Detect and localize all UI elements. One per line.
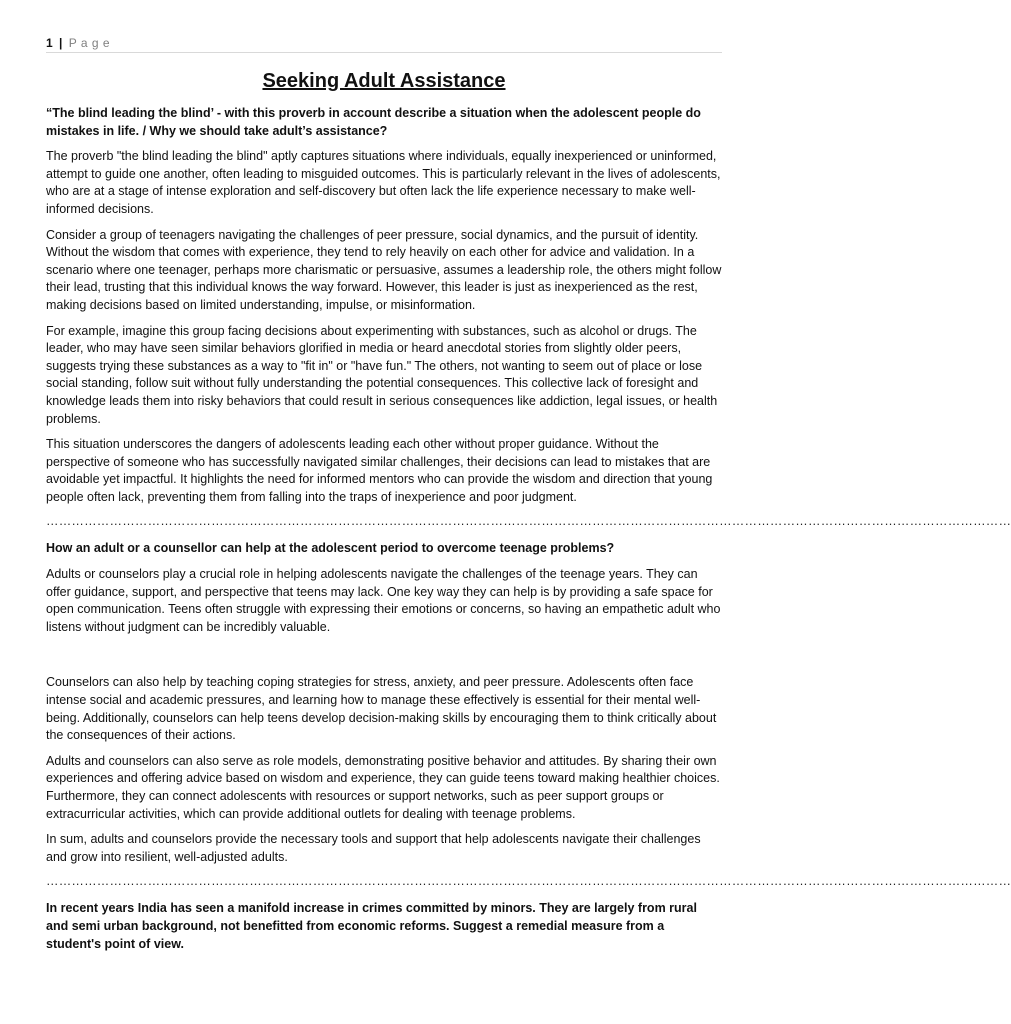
page-label: P a g e: [68, 36, 111, 50]
question-2: How an adult or a counsellor can help at the adolescent period to overcome teenage problems?: [46, 541, 615, 556]
answer-2-paragraph-4: In sum, adults and counselors provide the necessary tools and support that help adolescents navigate their challenges and grow into resilient, well-adjusted adults.: [46, 832, 701, 864]
blank-gap: [46, 644, 722, 674]
answer-1-paragraph-2: Consider a group of teenagers navigating the challenges of peer pressure, social dynamics, and the pursuit of identity. Without the wisdom that comes with experience, they tend to rely heavily on each other for advice and validation. In a scenario where one teenager, perhaps more charismatic or persuasive, assumes a leadership role, the others might follow their lead, trusting that this individual knows the way forward. However, this leader is just as inexperienced as the rest, making decisions based on limited understanding, impulse, or misinformation.: [46, 227, 722, 312]
answer-2-paragraph-1: Adults or counselors play a crucial role in helping adolescents navigate the challenges of the teenage years. They can offer guidance, support, and perspective that teens may lack. One key way they can help is by providing a safe space for open communication. Teens often struggle with expressing their emotions or concerns, so having an empathetic adult who listens without judgment can be incredibly valuable.: [46, 567, 721, 634]
answer-2-paragraph-3: Adults and counselors can also serve as role models, demonstrating positive behavior and attitudes. By sharing their own experiences and offering advice based on wisdom and experience, they can guide teens toward making healthier choices. Furthermore, they can connect adolescents with resources or support networks, such as peer support groups or extracurricular activities, which can provide additional outlets for dealing with teenage problems.: [46, 753, 720, 821]
page-separator: |: [59, 36, 63, 50]
section-divider-1: …………………………………………………………………………………………………………………………………………………………………………………………………………: [46, 514, 1011, 529]
answer-1-paragraph-1: The proverb "the blind leading the blind" aptly captures situations where individuals, equally inexperienced or uninformed, attempt to guide one another, often leading to misguided outcomes. This is particularly relevant in the lives of adolescents, who are at a stage of intense exploration and self-discovery but often lack the life experience necessary to make well-informed decisions.: [46, 149, 721, 216]
answer-1-paragraph-4: This situation underscores the dangers of adolescents leading each other without proper guidance. Without the perspective of someone who has successfully navigated similar challenges, their decisions can lead to mistakes that are avoidable yet impactful. It highlights the need for informed mentors who can provide the wisdom and direction that young people often lack, preventing them from falling into the traps of inexperience and poor judgment.: [46, 437, 713, 504]
answer-1-paragraph-3: For example, imagine this group facing decisions about experimenting with substances, such as alcohol or drugs. The leader, who may have seen similar behaviors glorified in media or heard anecdotal stories from slightly older peers, suggests trying these substances as a way to "fit in" or "have fun." The others, not wanting to seem out of place or lose social standing, follow suit without fully understanding the potential consequences. This collective lack of foresight and knowledge leads them into risky behaviors that could result in serious consequences like addiction, legal issues, or health problems.: [46, 323, 718, 426]
question-1: “The blind leading the blind’ - with this proverb in account describe a situation when the adolescent people do mistakes in life. / Why we should take adult’s assistance?: [46, 106, 701, 138]
answer-2-paragraph-2: Counselors can also help by teaching coping strategies for stress, anxiety, and peer pressure. Adolescents often face intense social and academic pressures, and learning how to manage these effectively is essential for their mental well-being. Additionally, counselors can help teens develop decision-making skills by encouraging them to think critically about the consequences of their actions.: [46, 675, 717, 743]
section-divider-2: …………………………………………………………………………………………………………………………………………………………………………………………………………: [46, 874, 1011, 889]
page-number: 1: [46, 36, 54, 50]
question-3: In recent years India has seen a manifold increase in crimes committed by minors. They are largely from rural and semi urban background, not benefitted from economic reforms. Suggest a remedial measure from a student's point of view.: [46, 901, 697, 951]
document-body: [46, 70, 1011, 961]
page-header: [46, 36, 722, 53]
document-title: Seeking Adult Assistance: [262, 70, 506, 92]
